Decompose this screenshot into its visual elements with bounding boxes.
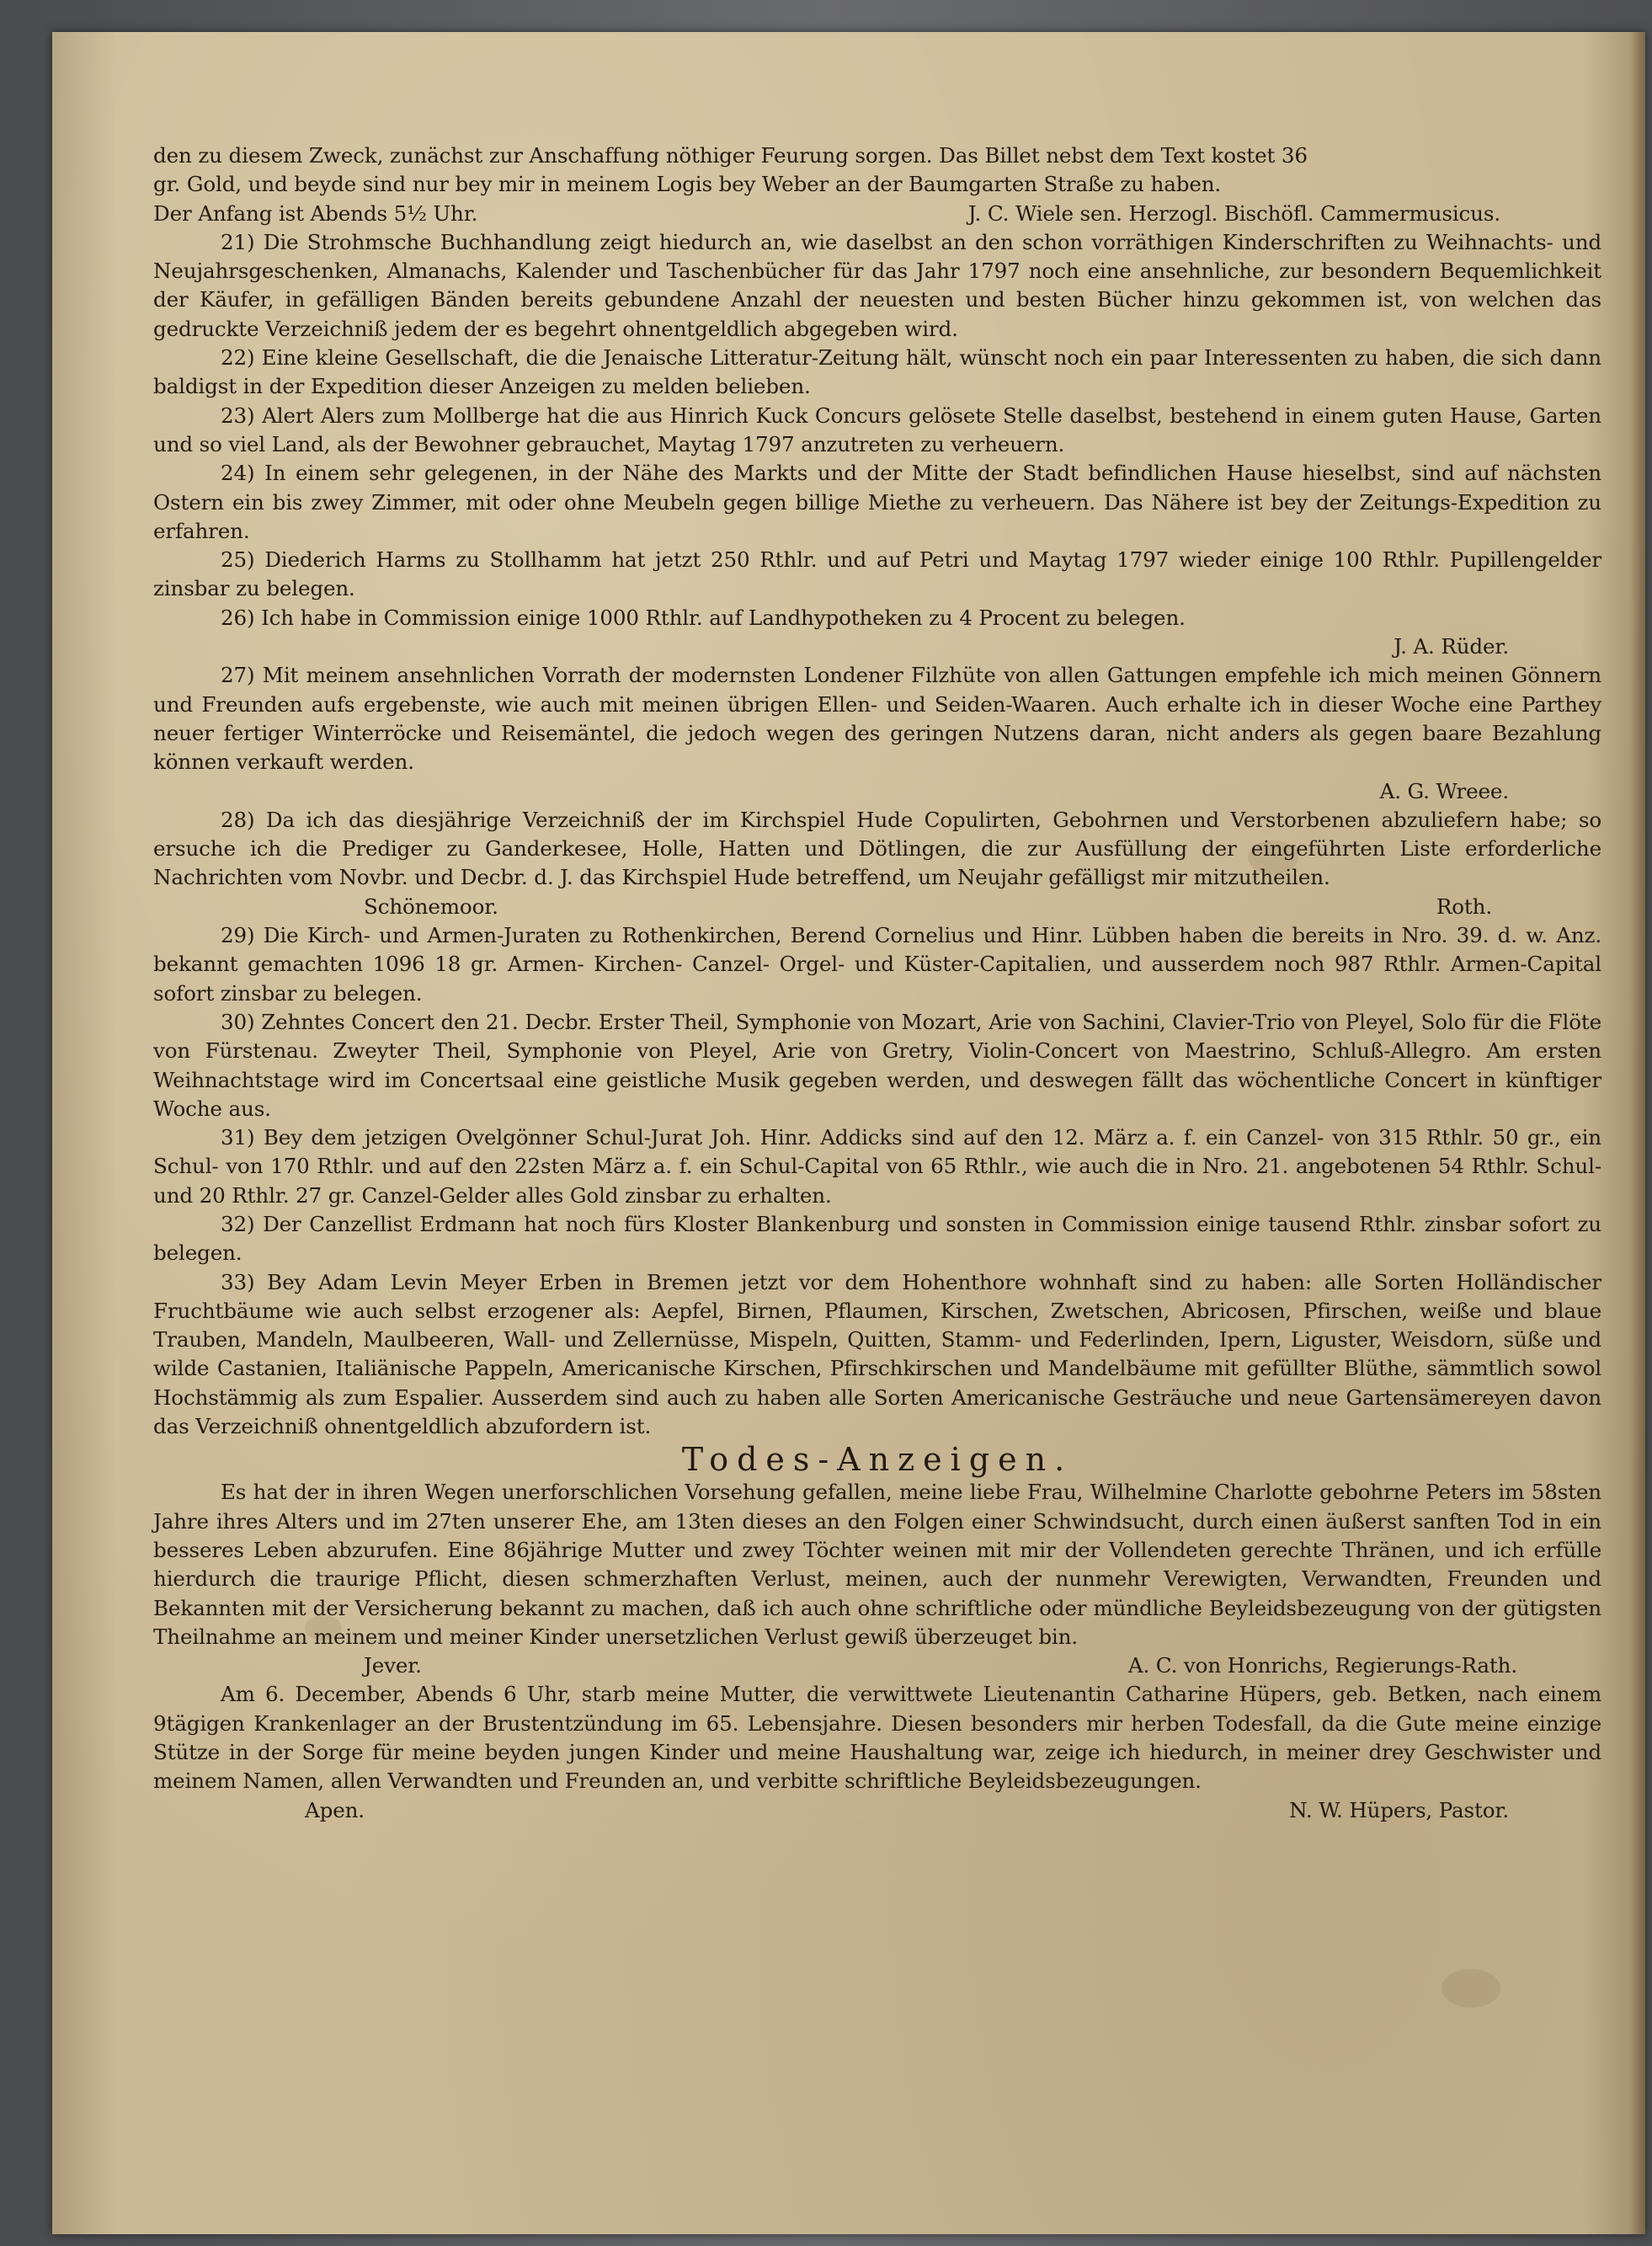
notice-21: 21) Die Strohmsche Buchhandlung zeigt hiedurch an, wie daselbst an den schon vorräthigen Kinderschriften zu Weihnachts- und Neujahrsgeschenken, Almanachs, Kalender und Taschenbücher für das Jahr 1797 noch eine ansehnliche, zur besondern Bequemlichkeit der Käufer, in gefälligen Bänden bereits gebundene Anzahl der neuesten und besten Bücher hinzu gekommen ist, von welchen das gedruckte Verzeichniß jedem der es begehrt ohnentgeldlich abgegeben wird. [153,229,1601,341]
notice-33: 33) Bey Adam Levin Meyer Erben in Bremen jetzt vor dem Hohenthore wohnhaft sind zu haben: alle Sorten Holländischer Fruchtbäume wie auch selbst erzogener als: Aepfel, Birnen, Pflaumen, Kirschen, Zwetschen, Abricosen, Pfirschen, weiße und blaue Trauben, Mandeln, Maulbeeren, Wall- und Zellernüsse, Mispeln, Quitten, Stamm- und Federlinden, Ipern, Liguster, Weisdorn, süße und wilde Castanien, Italiänische Pappeln, Americanische Kirschen, Pfirschkirschen und Mandelbäume mit gefüllter Blüthe, sämmtlich sowol Hochstämmig als zum Espalier. Ausserdem sind auch zu haben alle Sorten Americanische Gesträuche und neue Gartensämereyen davon das Verzeichniß ohnentgeldlich abzufordern ist. [153,1269,1601,1439]
signature-right: N. W. Hüpers, Pastor. [1289,1797,1509,1822]
signature-left: Schönemoor. [364,894,498,919]
notice-30: 30) Zehntes Concert den 21. Decbr. Erster Theil, Symphonie von Mozart, Arie von Sachini, Clavier-Trio von Pleyel, Solo für die Flöte von Fürstenau. Zweyter Theil, Symphonie von Pleyel, Arie von Gretry, Violin-Concert von Maestrino, Schluß-Allegro. Am ersten Weihnachtstage wird im Concertsaal eine geistliche Musik gegeben werden, und deswegen fällt das wöchentliche Concert in künftiger Woche aus. [153,1009,1601,1121]
signature-left: Der Anfang ist Abends 5½ Uhr. [153,200,478,226]
notice-25: 25) Diederich Harms zu Stollhamm hat jetzt 250 Rthlr. und auf Petri und Maytag 1797 wieder einige 100 Rthlr. Pupillengelder zinsbar zu belegen. [153,547,1601,601]
notice-26: 26) Ich habe in Commission einige 1000 Rthlr. auf Landhypotheken zu 4 Procent zu belegen. [221,605,1186,630]
notice-22: 22) Eine kleine Gesellschaft, die die Jenaische Litteratur-Zeitung hält, wünscht noch ein paar Interessenten zu haben, die sich dann baldigst in der Expedition dieser Anzeigen zu melden belieben. [153,345,1601,399]
signature-right: Roth. [1436,894,1492,919]
signature-26: J. A. Rüder. [1394,634,1509,659]
signature-right: A. C. von Honrichs, Regierungs-Rath. [1127,1653,1517,1678]
signature-row [153,1796,1601,1825]
signature-row [153,200,1601,228]
signature-row [153,1651,1601,1680]
signature-row [153,893,1601,921]
page-edge-shadow [1630,32,1645,2234]
text-line: gr. Gold, und beyde sind nur bey mir in meinem Logis bey Weber an der Baumgarten Straße zu haben. [153,172,1222,197]
newspaper-page [52,32,1645,2234]
signature-left: Jever. [364,1653,422,1678]
page-text [153,141,1601,1825]
paper-stain [1442,1969,1500,2008]
section-heading: Todes-Anzeigen. [681,1441,1074,1479]
notice-24: 24) In einem sehr gelegenen, in der Nähe des Markts und der Mitte der Stadt befindlichen Hause hieselbst, sind auf nächsten Ostern ein bis zwey Zimmer, mit oder ohne Meubeln gegen billige Miethe zu verheuern. Das Nähere ist bey der Zeitungs-Expedition zu erfahren. [153,461,1601,543]
notice-28: 28) Da ich das diesjährige Verzeichniß der im Kirchspiel Hude Copulirten, Gebohrnen und Verstorbenen abzuliefern habe; so ersuche ich die Prediger zu Ganderkesee, Holle, Hatten und Dötlingen, die zur Ausfüllung der eingeführten Liste erforderliche Nachrichten vom Novbr. und Decbr. d. J. das Kirchspiel Hude betreffend, um Neujahr gefälligst mir mitzutheilen. [153,807,1601,890]
notice-27: 27) Mit meinem ansehnlichen Vorrath der modernsten Londener Filzhüte von allen Gattungen empfehle ich mich meinen Gönnern und Freunden aufs ergebenste, wie auch mit meinen übrigen Ellen- und Seiden-Waaren. Auch erhalte ich in dieser Woche eine Parthey neuer fertiger Winterröcke und Reisemäntel, die jedoch wegen des geringen Nutzens daran, nicht anders als gegen baare Bezahlung können verkauft werden. [153,663,1601,775]
notice-23: 23) Alert Alers zum Mollberge hat die aus Hinrich Kuck Concurs gelösete Stelle daselbst, bestehend in einem guten Hause, Garten und so viel Land, als der Bewohner gebrauchet, Maytag 1797 anzutreten zu verheuern. [153,403,1601,456]
death-notice-1: Es hat der in ihren Wegen unerforschlichen Vorsehung gefallen, meine liebe Frau, Wilhelmine Charlotte gebohrne Peters im 58sten Jahre ihres Alters und im 27ten unserer Ehe, am 13ten dieses an den Folgen einer Schwindsucht, durch einen äußerst sanften Tod in ein besseres Leben abzurufen. Eine 86jährige Mutter und zwey Töchter weinen mit mir der Vollendeten gerechte Thränen, und ich erfülle hierdurch die traurige Pflicht, diesen schmerzhaften Verlust, meinen, auch der nunmehr Verewigten, Verwandten, Freunden und Bekannten mit der Versicherung bekannt zu machen, daß ich auch ohne schriftliche oder mündliche Beyleidsbezeugung von der gütigsten Theilnahme an meinem und meiner Kinder unersetzlichen Verlust gewiß überzeuget bin. [153,1480,1601,1649]
death-notice-2: Am 6. December, Abends 6 Uhr, starb meine Mutter, die verwittwete Lieutenantin Catharine Hüpers, geb. Betken, nach einem 9tägigen Krankenlager an der Brustentzündung im 65. Lebensjahre. Diesen besonders mir herben Todesfall, da die Gute meine einzige Stütze in der Sorge für meine beyden jungen Kinder und meine Haushaltung war, zeige ich hiedurch, in meiner drey Geschwister und meinem Namen, allen Verwandten und Freunden an, und verbitte schriftliche Beyleidsbezeugungen. [153,1682,1601,1794]
notice-31: 31) Bey dem jetzigen Ovelgönner Schul-Jurat Joh. Hinr. Addicks sind auf den 12. März a. f. ein Canzel- von 315 Rthlr. 50 gr., ein Schul- von 170 Rthlr. und auf den 22sten März a. f. ein Schul-Capital von 65 Rthlr., wie auch die in Nro. 21. angebotenen 54 Rthlr. Schul- und 20 Rthlr. 27 gr. Canzel-Gelder alles Gold zinsbar zu erhalten. [153,1125,1601,1208]
signature-27: A. G. Wreee. [1379,778,1509,803]
signature-left: Apen. [305,1797,365,1822]
notice-29: 29) Die Kirch- und Armen-Juraten zu Rothenkirchen, Berend Cornelius und Hinr. Lübben haben die bereits in Nro. 39. d. w. Anz. bekannt gemachten 1096 18 gr. Armen- Kirchen- Canzel- Orgel- und Küster-Capitalien, und ausserdem noch 987 Rthlr. Armen-Capital sofort zinsbar zu belegen. [153,923,1601,1006]
text-line: den zu diesem Zweck, zunächst zur Anschaffung nöthiger Feurung sorgen. Das Billet nebst dem Text kostet 36 [153,143,1308,168]
signature-right: J. C. Wiele sen. Herzogl. Bischöfl. Cammermusicus. [967,200,1500,226]
notice-32: 32) Der Canzellist Erdmann hat noch fürs Kloster Blankenburg und sonsten in Commission einige tausend Rthlr. zinsbar sofort zu belegen. [153,1211,1601,1266]
